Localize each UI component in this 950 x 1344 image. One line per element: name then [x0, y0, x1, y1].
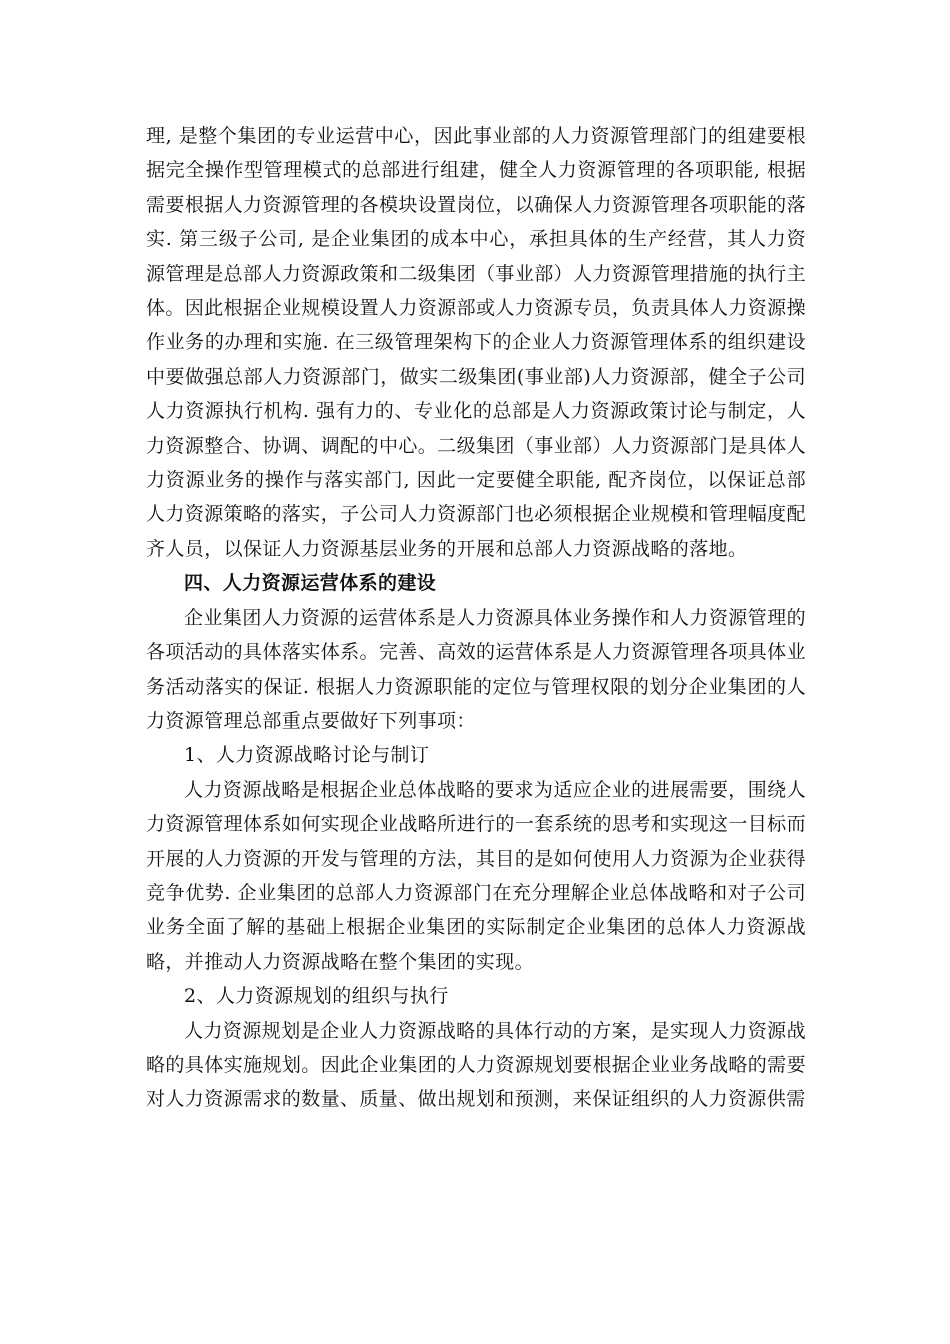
section-heading-4: 四、人力资源运营体系的建设 [184, 572, 437, 595]
paragraph-hr-strategy: 人力资源战略是根据企业总体战略的要求为适应企业的进展需要，围绕人力资源管理体系如何实现企业战略所进行的一套系统的思考和实现这一目标而开展的人力资源的开发与管理的方法，其目的是如何使用人力资源为企业获得竞争优势. 企业集团的总部人力资源部门在充分理解企业总体战略和对子公司业务全面了解的基础上根据企业集团的实际制定企业集团的总体人力资源战略，并推动人力资源战略在整个集团的实现。 [146, 778, 806, 973]
subheading-1: 1、人力资源战略讨论与制订 [184, 744, 430, 767]
subheading-2: 2、人力资源规划的组织与执行 [184, 985, 449, 1008]
body-text [146, 119, 806, 1117]
paragraph-continuation: 理, 是整个集团的专业运营中心，因此事业部的人力资源管理部门的组建要根据完全操作型管理模式的总部进行组建，健全人力资源管理的各项职能, 根据需要根据人力资源管理的各模块设置岗位，以确保人力资源管理各项职能的落实. 第三级子公司, 是企业集团的成本中心，承担具体的生产经营，其人力资源管理是总部人力资源政策和二级集团（事业部）人力资源管理措施的执行主体。因此根据企业规模设置人力资源部或人力资源专员，负责具体人力资源操作业务的办理和实施. 在三级管理架构下的企业人力资源管理体系的组织建设中要做强总部人力资源部门，做实二级集团(事业部)人力资源部，健全子公司人力资源执行机构. 强有力的、专业化的总部是人力资源政策讨论与制定，人力资源整合、协调、调配的中心。二级集团（事业部）人力资源部门是具体人力资源业务的操作与落实部门, 因此一定要健全职能, 配齐岗位，以保证总部人力资源策略的落实，子公司人力资源部门也必须根据企业规模和管理幅度配齐人员，以保证人力资源基层业务的开展和总部人力资源战略的落地。 [146, 125, 806, 560]
paragraph-operations-intro: 企业集团人力资源的运营体系是人力资源具体业务操作和人力资源管理的各项活动的具体落实体系。完善、高效的运营体系是人力资源管理各项具体业务活动落实的保证. 根据人力资源职能的定位与管理权限的划分企业集团的人力资源管理总部重点要做好下列事项： [146, 606, 806, 732]
paragraph-hr-planning: 人力资源规划是企业人力资源战略的具体行动的方案，是实现人力资源战略的具体实施规划。因此企业集团的人力资源规划要根据企业业务战略的需要对人力资源需求的数量、质量、做出规划和预测，来保证组织的人力资源供需 [146, 1019, 806, 1111]
